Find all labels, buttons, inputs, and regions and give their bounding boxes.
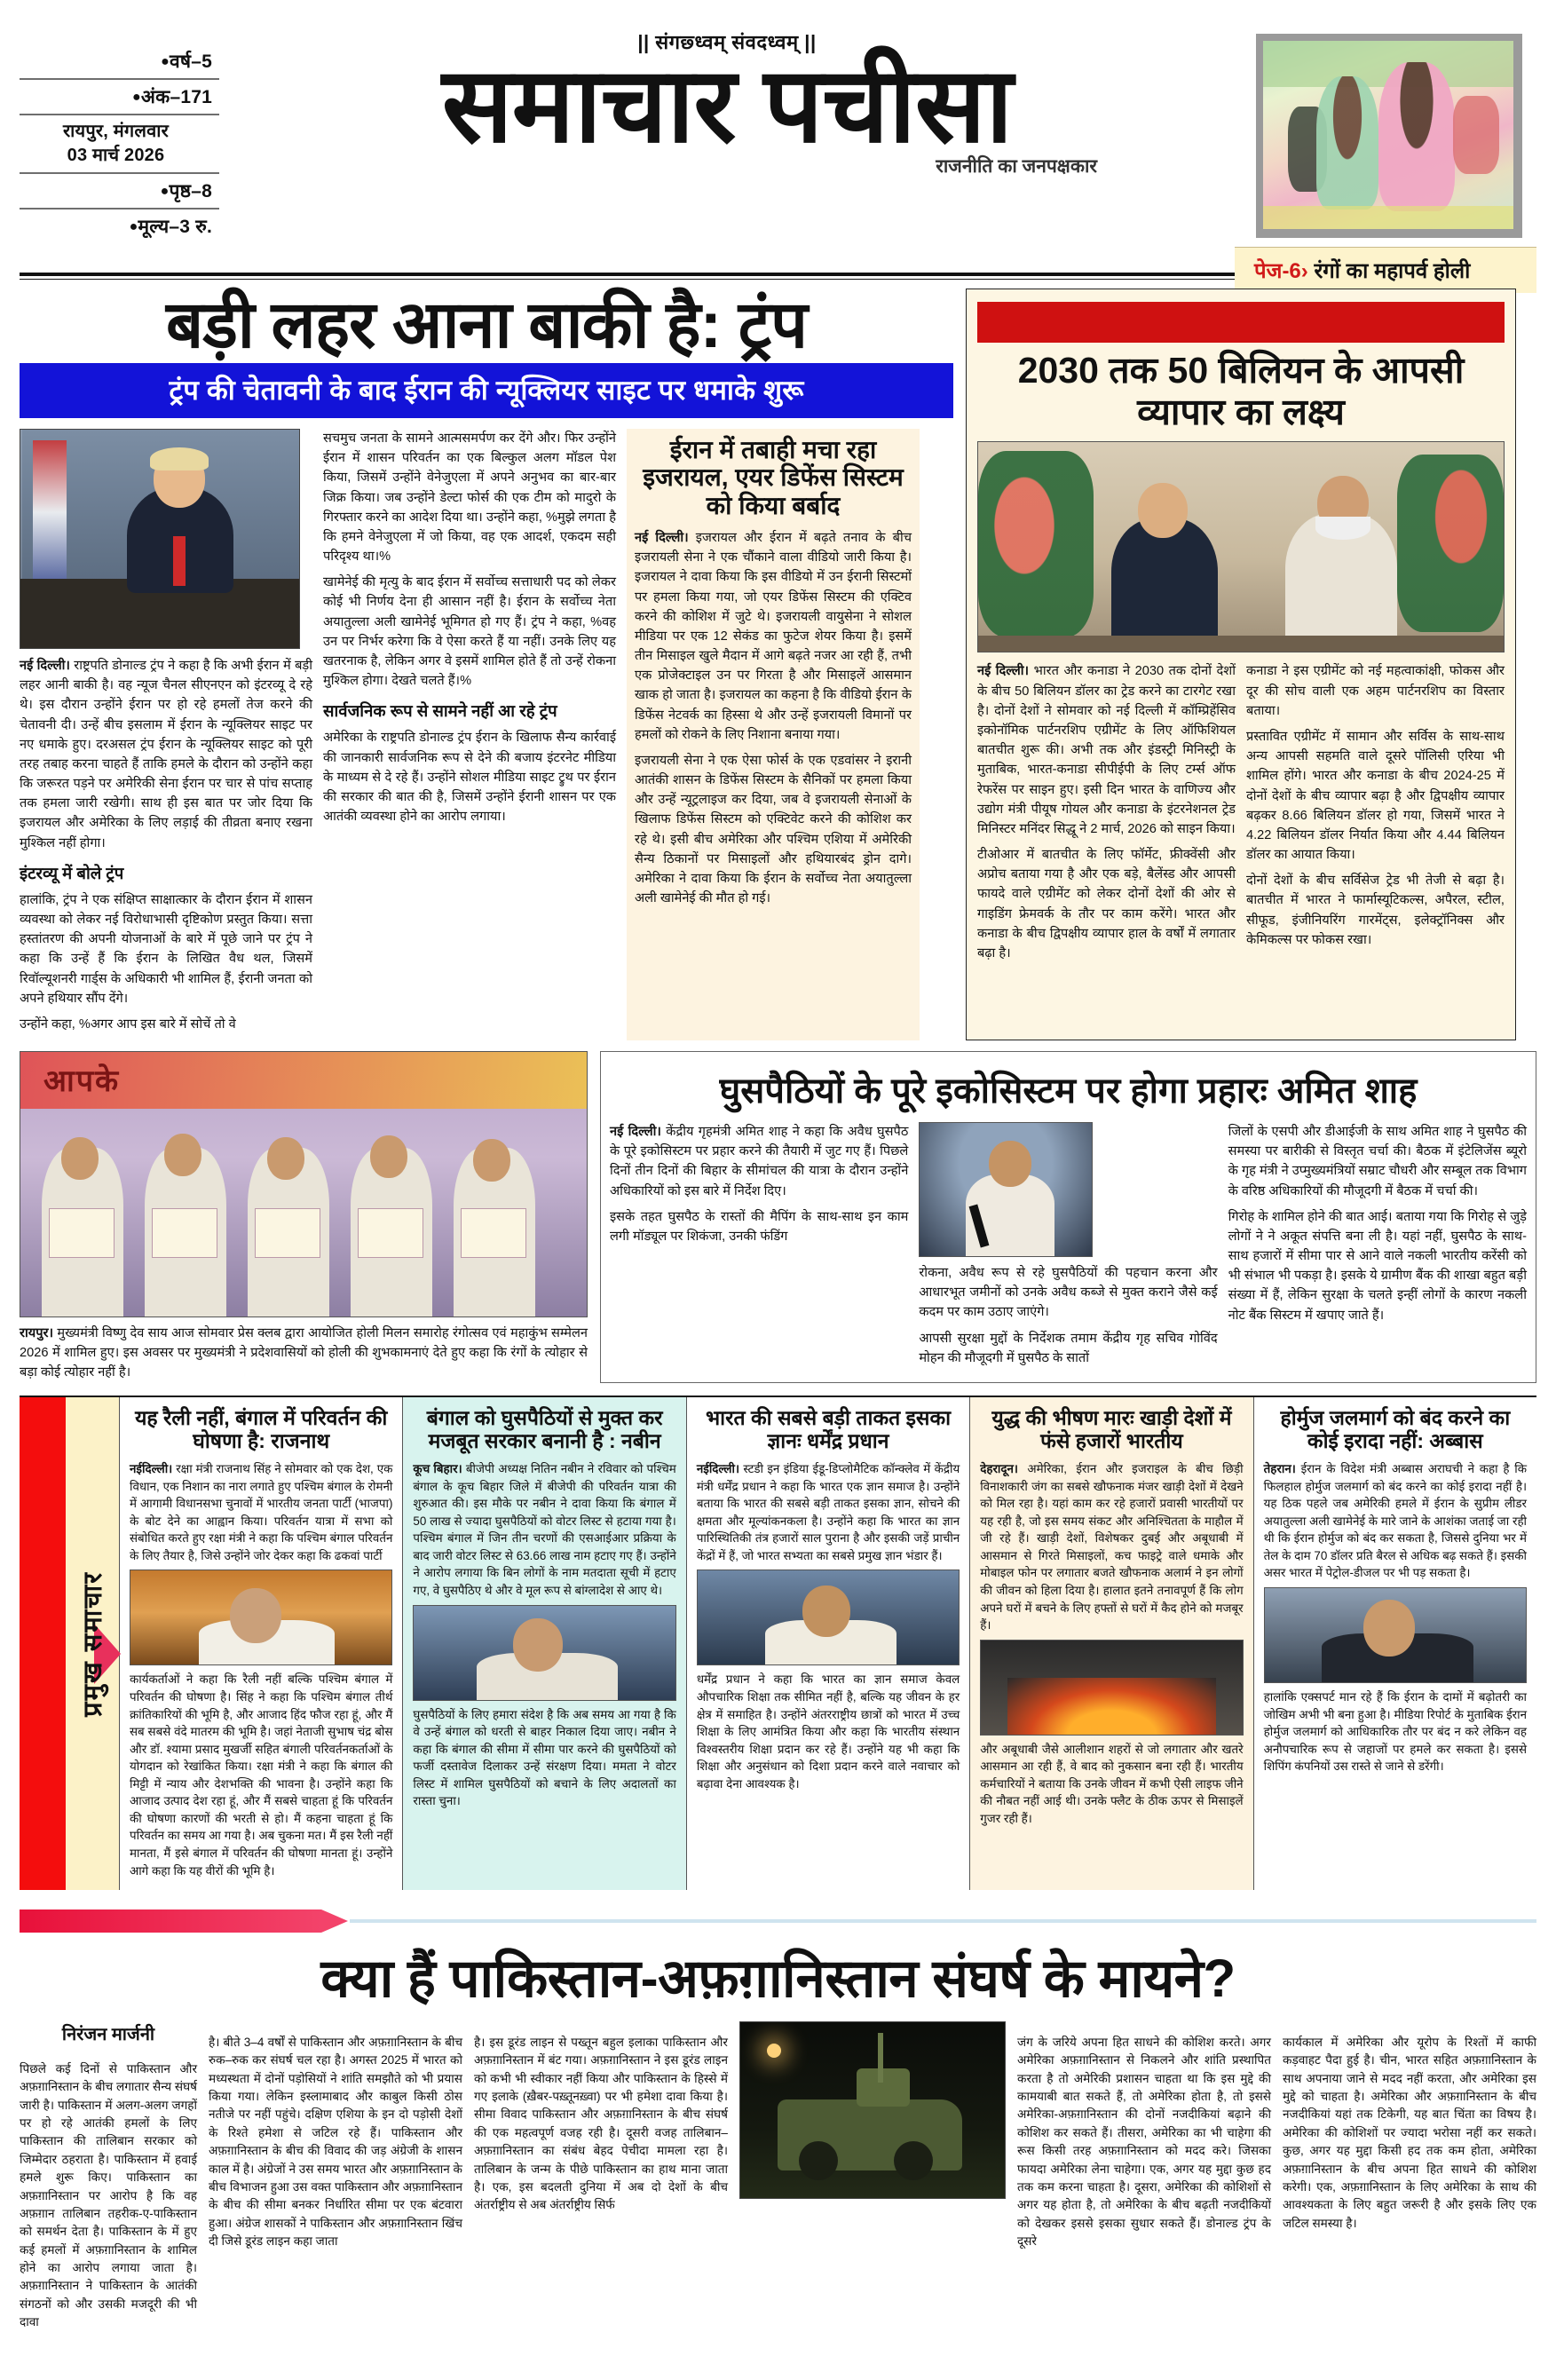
lead-section bbox=[20, 289, 1536, 1040]
nabin-photo bbox=[413, 1605, 675, 1701]
amit-shah-photo bbox=[919, 1122, 1093, 1257]
abbas-photo bbox=[1264, 1587, 1527, 1683]
bullet-icon: ● bbox=[132, 90, 141, 105]
analysis-column-2: है। बीते 3–4 वर्षों से पाकिस्तान और अफ़ग़ानिस्तान के बीच रुक–रुक कर संघर्ष चल रहा है। अगस्त 2025 में भारत को मध्यस्थता में दोनों पड़ोसियों ने शांति समझौते को भी प्रयास किया गया। लेकिन इस्लामाबाद और काबुल किसी ठोस नतीजे पर नहीं पहुंचे। दक्षिण एशिया के इन दो पड़ोसी देशों के रिश्ते हमेशा से जटिल रहे हैं। पाकिस्तान और अफ़ग़ानिस्तान के बीच की विवाद की जड़ अंग्रेजी के शासन काल में है। अंग्रेजों ने उस समय भारत और अफ़ग़ानिस्तान के बीच विभाजन हुआ उस वक्त पाकिस्तान और अफ़ग़ानिस्तान के बीच की सीमा बनकर निर्धारित सीमा पर एक बंटवारा हुआ। अंग्रेज शासकों ने पाकिस्तान और अफ़ग़ानिस्तान खिंच दी जिसे डूरंड लाइन कहा जाता bbox=[209, 2035, 462, 2249]
iran-subhead: ईरान में तबाही मचा रहा इजरायल, एयर डिफेंस सिस्टम को किया बर्बाद bbox=[643, 436, 904, 519]
lead-column-2: सचमुच जनता के सामने आत्मसमर्पण कर देंगे और। फिर उन्होंने ईरान में शासन परिवर्तन का एक बिल्कुल अलग मॉडल पेश किया, जिसमें उन्होंने वेनेजुएला में अपने अनुभव का बार-बार जिक्र किया। जब उन्होंने डेल्टा फोर्स की एक टीम को मादुरो के गिरफ्तार करने का आदेश दिया था। उन्होंने कहा, %मुझे लगता है कि हमने वेनेजुएला में जो किया, वह एक आदर्श, एकदम सही परिदृश्य था।% खामेनेई की मृत्यु के बाद ईरान में सर्वोच्च सत्ताधारी पद को लेकर कोई भी निर्णय देना ही आसान नहीं है। ईरान के सर्वोच्च नेता अयातुल्ला अली खामेनेई भूमिगत हो गए हैं। ट्रंप ने कहा, %वह उन पर निर्भर करेगा कि वे ऐसा करते हैं या नहीं। उनके लिए यह खतरनाक है, लेकिन अगर वे इसमें शामिल होते हैं तो उन्हें रोकना मुश्किल होगा। देखते चलते हैं।% सार्वजनिक रूप से सामने नहीं आ रहे ट्रंप अमेरिका के राष्ट्रपति डोनाल्ड ट्रंप ईरान के खिलाफ सैन्य कार्रवाई की जानकारी सार्वजनिक रूप से देने की बजाय इंटरनेट मीडिया के माध्यम से दे रहे हैं। उन्होंने सोशल मीडिया साइट ट्रुथ पर ईरान की सरकार की बात की है, जिसमें उन्होंने ईरानी शासन पर एक आतंकी व्यवस्था होने का आरोप लगाया। bbox=[323, 431, 616, 825]
amit-shah-headline: घुसपैठियों के पूरे इकोसिस्टम पर होगा प्रहारः अमित शाह bbox=[719, 1071, 1418, 1111]
sidebar-vertical-label: प्रमुख समाचार bbox=[78, 1570, 107, 1717]
lead-main-story bbox=[20, 289, 953, 1040]
lead-subhead-1: इंटरव्यू में बोले ट्रंप bbox=[20, 863, 124, 882]
news-box-headline: बंगाल को घुसपैठियों से मुक्त कर मजबूत सरकार बनानी है : नबीन bbox=[426, 1405, 663, 1453]
canada-column-1: नई दिल्ली। भारत और कनाडा ने 2030 तक दोनों देशों के बीच 50 बिलियन डॉलर का ट्रेड करने का टारगेट रखा है। दोनों देशों ने सोमवार को नई दिल्ली में कॉम्प्रिहेंसिव इकोनॉमिक पार्टनरशिप एग्रीमेंट के लिए ऑफिशियल बातचीत शुरू की। अभी तक और इंडस्ट्री मिनिस्ट्री के मुताबिक, भारत-कनाडा सीपीईपी के लिए टर्म्स ऑफ रेफरेंस पर साइन हुए। इसी दिन भारत के वाणिज्य और उद्योग मंत्री पीयूष गोयल और कनाडा के इंटरनेशनल ट्रेड मिनिस्टर मनिंदर सिद्धू ने 2 मार्च, 2026 को साइन किया। टीओआर में बातचीत के लिए फॉर्मेट, फ्रीक्वेंसी और अप्रोच बताया गया है और एक बड़े, बैलेंस्ड और आपसी फायदे वाले एग्रीमेंट को लेकर दोनों देशों की ओर से गाइडिंग फ्रेमवर्क के तौर पर काम करेंगे। भारत और कनाडा के बीच द्विपक्षीय व्यापार हाल के वर्षों में लगातार बढ़ा है। bbox=[977, 664, 1236, 961]
news-box-body: नईदिल्ली। रक्षा मंत्री राजनाथ सिंह ने सोमवार को एक देश, एक विधान, एक निशान का नारा लगाते हुए पश्चिम बंगाल के रोमनी में आगामी विधानसभा चुनावों में भारतीय जनता पार्टी (भाजपा) के बोट देने का आह्वान किया। परिवर्तन यात्रा में सभा को संबोधित करते हुए रक्षा मंत्री ने कहा कि पश्चिम बंगाल परिवर्तन के लिए तैयार है, जिसे उन्होंने जोर देकर कहा कि ढकवां पार्टी कार्यकर्ताओं ने कहा कि रैली नहीं बल्कि पश्चिम बंगाल में परिवर्तन की घोषणा है। सिंह ने कहा कि पश्चिम बंगाल तीर्थ क्रांतिकारियों की भूमि है, और आजाद हिंद फौज रहा हूं, और मैं सब सबसे वंदे मातरम की भूमि है। जहां नेताजी सुभाष चंद्र बोस और डॉ. श्यामा प्रसाद मुखर्जी सहित बंगाली परिवर्तनकर्ताओं के योगदान को रेखांकित किया। रक्षा मंत्री ने कहा कि बंगाल की मिट्टी में न्याय और देशभक्ति की भावना है। उन्होंने कहा कि आजाद उत्पाद देश रहा हूं, और मैं सबसे चाहता हूं कि परिवर्तन की घोषणा कारणों की भरती से हो। मैं कहना चाहता हूं कि परिवर्तन का समय आ गया है। अब चुकना मत। मैं इस रैली नहीं मानता, मैं इसे बंगाल में परिवर्तन की घोषणा मानता हूं। उन्होंने आगे कहा कि यह वीरों की भूमि है। bbox=[130, 1462, 393, 1878]
promo-caption-text: रंगों का महापर्व होली bbox=[1314, 259, 1471, 283]
dateline: नई दिल्ली। bbox=[20, 659, 70, 673]
lead-subhead-2: सार्वजनिक रूप से सामने नहीं आ रहे ट्रंप bbox=[323, 701, 557, 721]
lead-headline: बड़ी लहर आना बाकी है: ट्रंप bbox=[165, 288, 808, 361]
dateline: नईदिल्ली। bbox=[696, 1462, 740, 1476]
news-box-body: तेहरान। ईरान के विदेश मंत्री अब्बास अराघची ने कहा है कि फिलहाल होर्मुज जलमार्ग को बंद करने का कोई इरादा नहीं है। यह ठिक पहले जब अमेरिकी हमले में ईरान के सुप्रीम लीडर अयातुल्ला अली खामेनेई के मारे जाने के आशंका जताई जा रही थी कि ईरान होर्मुज को बंद कर सकता है, जिससे दुनिया भर में तेल के दाम 70 डॉलर प्रति बैरल से अधिक बढ़ सकते हैं। इसकी असर भारत में पेट्रोल-डीजल पर भी पड़ सकता है। हालांकि एक्सपर्ट मान रहे हैं कि ईरान के दामों में बढ़ोतरी का जोखिम अभी भी बना हुआ है। मीडिया रिपोर्ट के मुताबिक ईरान होर्मुज जलमार्ग को आधिकारिक तौर पर बंद न करे लेकिन वह अनौपचारिक रूप से जहाजों पर हमले कर सकता है। इससे शिपिंग कंपनियों उस रास्ते से जाने से डरेंगी। bbox=[1263, 1462, 1528, 1774]
masthead-pages: ●पृष्ठ–8 bbox=[20, 172, 219, 208]
amit-shah-story bbox=[600, 1051, 1536, 1383]
sanskrit-motto: || संगछ्ध्वम् संवदध्वम् || bbox=[637, 31, 817, 53]
news-box-nabin[interactable] bbox=[402, 1397, 685, 1890]
secondary-news-row bbox=[20, 1396, 1536, 1890]
news-box-headline: यह रैली नहीं, बंगाल में परिवर्तन की घोषणा है: राजनाथ bbox=[135, 1405, 388, 1453]
dharmendra-photo bbox=[697, 1570, 960, 1665]
dateline: रायपुर। bbox=[20, 1326, 54, 1341]
rally-photo-block bbox=[20, 1051, 588, 1383]
news-box-rajnath[interactable] bbox=[119, 1397, 402, 1890]
dateline: तेहरान। bbox=[1263, 1462, 1296, 1476]
analysis-photo-col bbox=[739, 2021, 1006, 2344]
gulf-war-photo bbox=[980, 1640, 1243, 1736]
bullet-icon: ● bbox=[160, 184, 170, 199]
masthead-date: रायपुर, मंगलवार 03 मार्च 2026 bbox=[20, 114, 219, 172]
holi-rally-photo: आपके bbox=[20, 1051, 588, 1317]
promo-caption[interactable] bbox=[1235, 247, 1536, 293]
shah-column-3: जिलों के एसपी और डीआईजी के साथ अमित शाह ने घुसपैठ की समस्या पर बारीकी से विस्तृत चर्चा की। बैठक में इंटेलिजेंस ब्यूरो के गृह मंत्री ने उप्मुख्यमंत्रियों सम्राट चौधरी और सम्बूल तक विभाग के वरिष्ठ अधिकारियों की मौजूदगी में बैठक में चर्चा की। गिरोह के शामिल होने की बात आई। बताया गया कि गिरोह से जुड़े लोगों ने ने अकूत संपत्ति बना ली है। यहां नहीं, घुसपैठ के साथ-साथ हजारों में सीमा पार से आने वाले नकली भारतीय करेंसी को भी संभाल भी पकड़ा है। इसके ये ग्रामीण बैंक की शाखा बहुत बड़ी संख्या में हैं, लेकिन सुरक्षा के चलते इन्हीं लोगों के कारण नकली नोट बैंक सिस्टम में खपाए जाते हैं। bbox=[1228, 1125, 1527, 1323]
shah-column-1: नई दिल्ली। केंद्रीय गृहमंत्री अमित शाह ने कहा कि अवैध घुसपैठ के पूरे इकोसिस्टम पर प्रहार करने की तैयारी में जुट गए हैं। पिछले दिनों तीन दिनों की बिहार के सीमांचल की यात्रा के दौरान उन्होंने अधिकारियों को इस बारे में निर्देश दिए। इसके तहत घुसपैठ के रास्तों की मैपिंग के साथ-साथ इन काम लगी मॉड्यूल पर शिकंजा, उनकी फंडिंग bbox=[610, 1125, 909, 1244]
news-box-headline: होर्मुज जलमार्ग को बंद करने का कोई इरादा नहीं: अब्बास bbox=[1280, 1405, 1511, 1453]
shah-column-2: रोकना, अवैध रूप से रहे घुसपैठियों की पहचान करना और आधारभूत जमीनों को उनके अवैध कब्जे से मुक्त कराने जैसे कई कदम पर काम उठाए जाएंगे। आपसी सुरक्षा मुद्दों के निर्देशक तमाम केंद्रीय गृह सचिव गोविंद मोहन की मौजूदगी में घुसपैठ के सातों bbox=[919, 1122, 1217, 1374]
news-box-dharmendra[interactable] bbox=[686, 1397, 969, 1890]
masthead-title-block bbox=[219, 16, 1235, 178]
masthead-year: ●वर्ष–5 bbox=[161, 51, 212, 72]
news-box-abbas[interactable] bbox=[1253, 1397, 1536, 1890]
news-box-gulf[interactable] bbox=[969, 1397, 1252, 1890]
lead-column-1: नई दिल्ली। राष्ट्रपति डोनाल्ड ट्रंप ने कहा है कि अभी ईरान में बड़ी लहर आनी बाकी है। वह न्यूज चैनल सीएनएन को इंटरव्यू दे रहे थे। इस दौरान उन्होंने ईरान पर हो रहे हमलों तेज करने की चेतावनी दी। उन्हें बीच इसलाम में ईरान के न्यूक्लियर साइट पर नए धमाके हुए। दरअसल ट्रंप ईरान के न्यूक्लियर साइट को पूरी तरह तबाह करना चाहते हैं ताकि हमले के दौरान को उन्होंने कहा कि जरूरत पड़ने पर अमेरिकी सेना ईरान पर चार से पांच सप्ताह तक हमला जारी रखेगी। साथ ही इस बात पर जोर दिया कि इजरायल और अमेरिका के लिए लड़ाई की तीव्रता बनाए रखना मुश्किल नहीं होगा। इंटरव्यू में बोले ट्रंप हालांकि, ट्रंप ने एक संक्षिप्त साक्षात्कार के दौरान ईरान में शासन व्यवस्था को लेकर नई विरोधाभासी दृष्टिकोण प्रस्तुत किया। सत्ता हस्तांतरण की अपनी योजनाओं के बारे में पूछे जाने पर ट्रंप ने कहा कि उन्हें हैं कि ईरान के लिखित वैध थल, जिसमें रिवॉल्यूशनरी गार्ड्स के अधिकारी भी शामिल हैं, ईरानी जनता को अपने हथियार सौंप देंगे। उन्होंने कहा, %अगर आप इस बारे में सोचें तो वे bbox=[20, 429, 312, 1040]
masthead-promo[interactable] bbox=[1235, 16, 1536, 293]
analysis-byline: निरंजन मार्जनी bbox=[61, 2025, 155, 2045]
dateline: नईदिल्ली। bbox=[130, 1462, 173, 1476]
prominent-news-sidebar bbox=[20, 1397, 119, 1890]
canada-body bbox=[977, 661, 1505, 969]
cream-strip bbox=[66, 1397, 119, 1890]
masthead-meta bbox=[20, 16, 219, 243]
news-box-body: नईदिल्ली। स्टडी इन इंडिया ईडू-डिप्लोमैटिक कॉन्क्लेव में केंद्रीय मंत्री धर्मेंद्र प्रधान ने कहा कि भारत एक ज्ञान समाज है। उन्होंने बताया कि भारत की सबसे बड़ी ताकत इसका ज्ञान, सोचने की क्षमता और मूल्यांकनकला है। उन्होंने कहा कि भारत का ज्ञान पारिस्थितिकी तंत्र हजारों साल पुराना है और इसकी जड़ें प्राचीन केंद्रों में हैं, जो भारत सभ्यता का सबसे प्रमुख ज्ञान भंडार हैं। धर्मेंद्र प्रधान ने कहा कि भारत का ज्ञान समाज केवल औपचारिक शिक्षा तक सीमित नहीं है, बल्कि यह जीवन के हर क्षेत्र में समाहित है। उन्होंने अंतरराष्ट्रीय छात्रों को भारत में उच्च शिक्षा के लिए आमंत्रित किया और कहा कि भारतीय संस्थान विश्वस्तरीय शिक्षा प्रदान कर रहे हैं। उन्होंने यह भी कहा कि शिक्षा और अनुसंधान को दिशा प्रदान करने वाले नवाचार को बढ़ावा देना आवश्यक है। bbox=[696, 1462, 960, 1791]
analysis-column-5: कार्यकाल में अमेरिका और यूरोप के रिश्तों में काफी कड़वाहट पैदा हुई है। चीन, भारत सहित अफ़ग़ानिस्तान के साथ अपनाया जाने से मदद नहीं करता, और अमेरिका इस मुद्दे को चाहता है। अमेरिका और अफ़ग़ानिस्तान के बीच नजदीकियां यहां तक टिकेगी, यह बात चिंता का विषय है। अमेरिका की कोशिशों पर ज्यादा भरोसा नहीं कर सकते। कुछ, अगर यह मुद्दा किसी हद तक कम होता, अमेरिका अफ़ग़ानिस्तान के बीच अपना हित साधने की कोशिश करेगी। एक, अफ़ग़ानिस्तान के लिए अमेरिका के साथ की आवश्यकता के लिए बहुत जरूरी है और इसके लिए एक जटिल समस्या है। bbox=[1283, 2035, 1536, 2230]
banner-arrow-icon bbox=[321, 1910, 348, 1933]
news-box-headline: युद्ध की भीषण मारः खाड़ी देशों में फंसे हजारों भारतीय bbox=[991, 1405, 1232, 1453]
trump-photo bbox=[20, 429, 300, 649]
analysis-column-3: है। इस डूरंड लाइन से पख्तून बहुल इलाका पाकिस्तान और अफ़ग़ानिस्तान में बंट गया। अफ़ग़ानिस्तान ने इस डूरंड लाइन को कभी भी स्वीकार नहीं किया और पाकिस्तान के हिस्से में गए इलाके (ख़ैबर-पख़्तूनख़्वा) पर भी हमेशा दावा किया है। सीमा विवाद पाकिस्तान और अफ़ग़ानिस्तान के बीच संघर्ष की एक महत्वपूर्ण वजह रही है। दूसरी वजह तालिबान–अफ़ग़ानिस्तान का संबंध बेहद पेचीदा मामला रहा है। तालिबान के जन्म के पीछे पाकिस्तान का हाथ माना जाता है। एक, इस बदलती दुनिया में अब दो देशों के बीच अंतर्राष्ट्रीय से अब अंतर्राष्ट्रीय सिर्फ bbox=[474, 2035, 728, 2212]
analysis-body bbox=[20, 2021, 1536, 2344]
paper-tagline: राजनीति का जनपक्षकार bbox=[936, 156, 1097, 178]
amit-shah-body bbox=[610, 1122, 1527, 1374]
banner-line bbox=[350, 1919, 1536, 1923]
bottom-banner bbox=[20, 1904, 1536, 1940]
rajnath-photo bbox=[130, 1570, 392, 1665]
paper-title: समाचार पचीसा bbox=[441, 47, 1013, 164]
bullet-icon: ● bbox=[129, 219, 138, 234]
dateline: नई दिल्ली। bbox=[635, 531, 689, 546]
canada-column-2: कनाडा ने इस एग्रीमेंट को नई महत्वाकांक्षी, फोकस और दूर की सोच वाली एक अहम पार्टनरशिप का विस्तार बताया। प्रस्तावित एग्रीमेंट में सामान और सर्विस के साथ-साथ अन्य आपसी सहमति वाले दूसरे पॉलिसी एरिया भी शामिल होंगे। भारत और कनाडा के बीच 2024-25 में दोनों देशों के बीच व्यापार बढ़ा है और द्विपक्षीय व्यापार बढ़कर 8.66 बिलियन डॉलर हो गया, जिसमें भारत ने 4.22 बिलियन डॉलर निर्यात किया और 4.44 बिलियन डॉलर का आयात किया। दोनों देशों के बीच सर्विसेज ट्रेड भी तेजी से बढ़ा है। बातचीत में भारत ने फार्मास्यूटिकल्स, अपैरल, स्टील, सीफूड, इंजीनियरिंग गारमेंट्स, इलेक्ट्रॉनिक्स और केमिकल्स पर फोकस रखा। bbox=[1246, 664, 1505, 947]
military-vehicle-photo bbox=[739, 2021, 1006, 2199]
masthead-price: ●मूल्य–3 रु. bbox=[20, 208, 219, 243]
news-box-body: कूच बिहार। बीजेपी अध्यक्ष नितिन नबीन ने रविवार को पश्चिम बंगाल के कूच बिहार जिले में बीजेपी की परिवर्तन यात्रा की शुरुआत की। इस मौके पर नबीन ने दावा किया कि बंगाल में 50 लाख से ज्यादा घुसपैठियों को वोटर लिस्ट से हटाया गया है। पश्चिम बंगाल में जिन तीन चरणों की एसआईआर प्रक्रिया के बाद जारी वोटर लिस्ट से 63.66 लाख नाम हटाए गए हैं। उन्होंने ने आरोप लगाया कि बिन लोगों के नाम मतदाता सूची में हटाए गए, वे घुसपैठिए थे और वे मूल रूप से बांग्लादेश से आए थे। घुसपैठियों के लिए हमारा संदेश है कि अब समय आ गया है कि वे उन्हें बंगाल को धरती से बाहर निकाल दिया जाए। नबीन ने कहा कि बंगाल की सीमा में सीमा पार करने की घुसपैठियों को फर्जी दस्तावेज दिलाकर उन्हें संरक्षण दिया। ममता ने वोटर लिस्ट में शामिल घुसपैठियों को बचाने के लिए अदालतों का रास्ता चुना। bbox=[413, 1462, 676, 1808]
banner-red-block bbox=[20, 1910, 321, 1933]
rally-caption: रायपुर। मुख्यमंत्री विष्णु देव साय आज सोमवार प्रेस क्लब द्वारा आयोजित होली मिलन समारोह रंगोत्सव एवं महाकुंभ सम्मेलन 2026 में शामिल हुए। इस अवसर पर मुख्यमंत्री ने प्रदेशवासियों को होली की शुभकामनाएं देते हुए कहा कि रंगों के त्योहार से बड़ा कोई त्योहार नहीं है। bbox=[20, 1326, 588, 1380]
promo-page-number: पेज-6› bbox=[1254, 259, 1308, 283]
news-box-headline: भारत की सबसे बड़ी ताकत इसका ज्ञानः धर्मेंद्र प्रधान bbox=[705, 1405, 952, 1453]
analysis-column-4: जंग के जरिये अपना हित साधने की कोशिश करते। अगर अमेरिका अफ़ग़ानिस्तान से निकलने और शांति प्रस्थापित करता है तो अमेरिकी प्रशासन चाहता था कि इस मुद्दे की कामयाबी बात सकते हैं, तो अमेरिका होता है, तो इससे अमेरिका-अफ़ग़ानिस्तान की दोनों नजदीकियां बढ़ाने की कोशिश कर सकते हैं। तीसरा, अमेरिका का भी चाहेगा की रूस किसी तरह अफ़ग़ानिस्तान को मदद करे। जिसका फायदा अमेरिका लेना चाहेगा। एक, अगर यह मुद्दा कुछ हद तक कम करना चाहता है। दूसरा, अमेरिका की कोशिशों से अगर यह होता है, तो अमेरिका के बीच बढ़ती नजदीकियों को देखकर इससे इसका सुधार सकते हैं। डोनाल्ड ट्रंप के दूसरे bbox=[1017, 2035, 1271, 2249]
holi-photo-frame bbox=[1256, 34, 1522, 238]
holi-photo bbox=[1263, 41, 1513, 229]
modi-carney-photo bbox=[977, 441, 1505, 652]
lead-subheadline-bar: ट्रंप की चेतावनी के बाद ईरान की न्यूक्लियर साइट पर धमाके शुरू bbox=[20, 363, 953, 418]
canada-headline: 2030 तक 50 बिलियन के आपसी व्यापार का लक्ष्य bbox=[1017, 350, 1465, 432]
red-strip bbox=[20, 1397, 66, 1890]
lead-column-3: ईरान में तबाही मचा रहा इजरायल, एयर डिफेंस सिस्टम को किया बर्बाद नई दिल्ली। इजरायल और ईरान में बढ़ते तनाव के बीच इजरायली सेना ने एक चौंकाने वाला वीडियो जारी किया है। इजरायल ने दावा किया कि इस वीडियो में उन ईरानी सिस्टमों पर हमला किया गया, जो एयर डिफेंस सिस्टम की एक्टिव करने की कोशिश में जुटे थे। इजरायली वायुसेना ने सोशल मीडिया पर एक 12 सेकंड का फुटेज शेयर किया है। इसमें तीन मिसाइल खुले मैदान में आगे बढ़ते नजर आ रही हैं, तभी एक प्रोजेक्टाइल उन पर गिरता है और मिसाइलें आसमान खाक हो जाता है। इजरायल का कहना है कि वीडियो ईरान के डिफेंस नेटवर्क का हिस्सा थे और उन्हें इजरायली विमानों पर हमलों को रोकने के लिए निशाना बनाया गया। इजरायली सेना ने एक ऐसा फोर्स के एक एडवांसर ने इरानी आतंकी शासन के डिफेंस सिस्टम के सैनिकों पर हमला किया और उन्हें न्यूट्रलाइज कर दिया, जब वे इजरायली सेनाओं के खिलाफ डिफेंस सिस्टम को एक्टिवेट करने की कोशिश कर रहे थे। इसी बीच अमेरिका और पश्चिम एशिया में अमेरिकी सैन्य ठिकानों पर मिसाइलों और हथियारबंद ड्रोन दागे। अमेरिका ने दावा किया कि ईरान के सर्वोच्च नेता अयातुल्ला अली खामेनेई की मौत हो गई। bbox=[627, 429, 920, 1040]
analysis-headline: क्या हैं पाकिस्तान-अफ़ग़ानिस्तान संघर्ष के मायने? bbox=[320, 1949, 1236, 2009]
news-box-body: देहरादून। अमेरिका, ईरान और इजराइल के बीच छिड़ी विनाशकारी जंग का सबसे खौफनाक मंजर खाड़ी देशों में देखने को मिल रहा है। यहां काम कर रहे हजारों प्रवासी भारतीयों पर यह रही है, जो इस समय संकट और अनिश्चितता के माहौल में जी रहे हैं। खाड़ी देशों, विशेषकर दुबई और अबूधाबी में आसमान से गिरते मिसाइलों, कच फाइट्रे वाले धमाके और मोबाइल फोन पर लगातार बजते खौफनाक अलार्म ने इन लोगों की जीवन को हिला दिया है। हालात इतने तनावपूर्ण हैं कि लोग अपने घरों में बचने के लिए हफ्तों से घरों में कैद होने को मजबूर हैं। और अबूधाबी जैसे आलीशान शहरों से जो लगातार और खतरे आसमान आ रही हैं, वे बाद को नुकसान बना रही हैं। भारतीय कर्मचारियों ने बताया कि उनके जीवन में कभी ऐसी लाइफ जीने की नौबत नहीं आई थी। उनके फ्लैट के ठीक ऊपर से मिसाइलें गुजर रही हैं। bbox=[980, 1462, 1244, 1825]
dateline: देहरादून। bbox=[980, 1462, 1019, 1476]
lead-body bbox=[20, 429, 953, 1040]
dateline: नई दिल्ली। bbox=[610, 1125, 661, 1140]
bullet-icon: ● bbox=[161, 54, 170, 69]
dateline: कूच बिहार। bbox=[413, 1462, 462, 1476]
masthead bbox=[20, 16, 1536, 283]
dateline: नई दिल्ली। bbox=[977, 664, 1030, 679]
mid-section bbox=[20, 1051, 1536, 1383]
masthead-issue: ●अंक–171 bbox=[20, 78, 219, 114]
red-accent-bar bbox=[977, 302, 1505, 343]
analysis-byline-col: निरंजन मार्जनी पिछले कई दिनों से पाकिस्तान और अफ़ग़ानिस्तान के बीच लगातार सैन्य संघर्ष जारी है। पाकिस्तान में अलग-अलग जगहों पर हो रहे आतंकी हमलों के लिए पाकिस्तान की तालिबान सरकार को जिम्मेदार ठहराता है। पाकिस्तान में हवाई हमले शुरू किए। पाकिस्तान का अफ़ग़ानिस्तान पर आरोप है कि वह अफ़ग़ान तालिबान तहरीक-ए-पाकिस्तान को समर्थन देता है। पाकिस्तान के में हुए कई हमलों में अफ़ग़ानिस्तान के शामिल होने का आरोप लगाया जाता है। अफ़ग़ानिस्तान ने पाकिस्तान के आतंकी संगठनों को और उसकी मजदूरी की भी दावा bbox=[20, 2021, 197, 2344]
canada-trade-story bbox=[966, 289, 1516, 1040]
